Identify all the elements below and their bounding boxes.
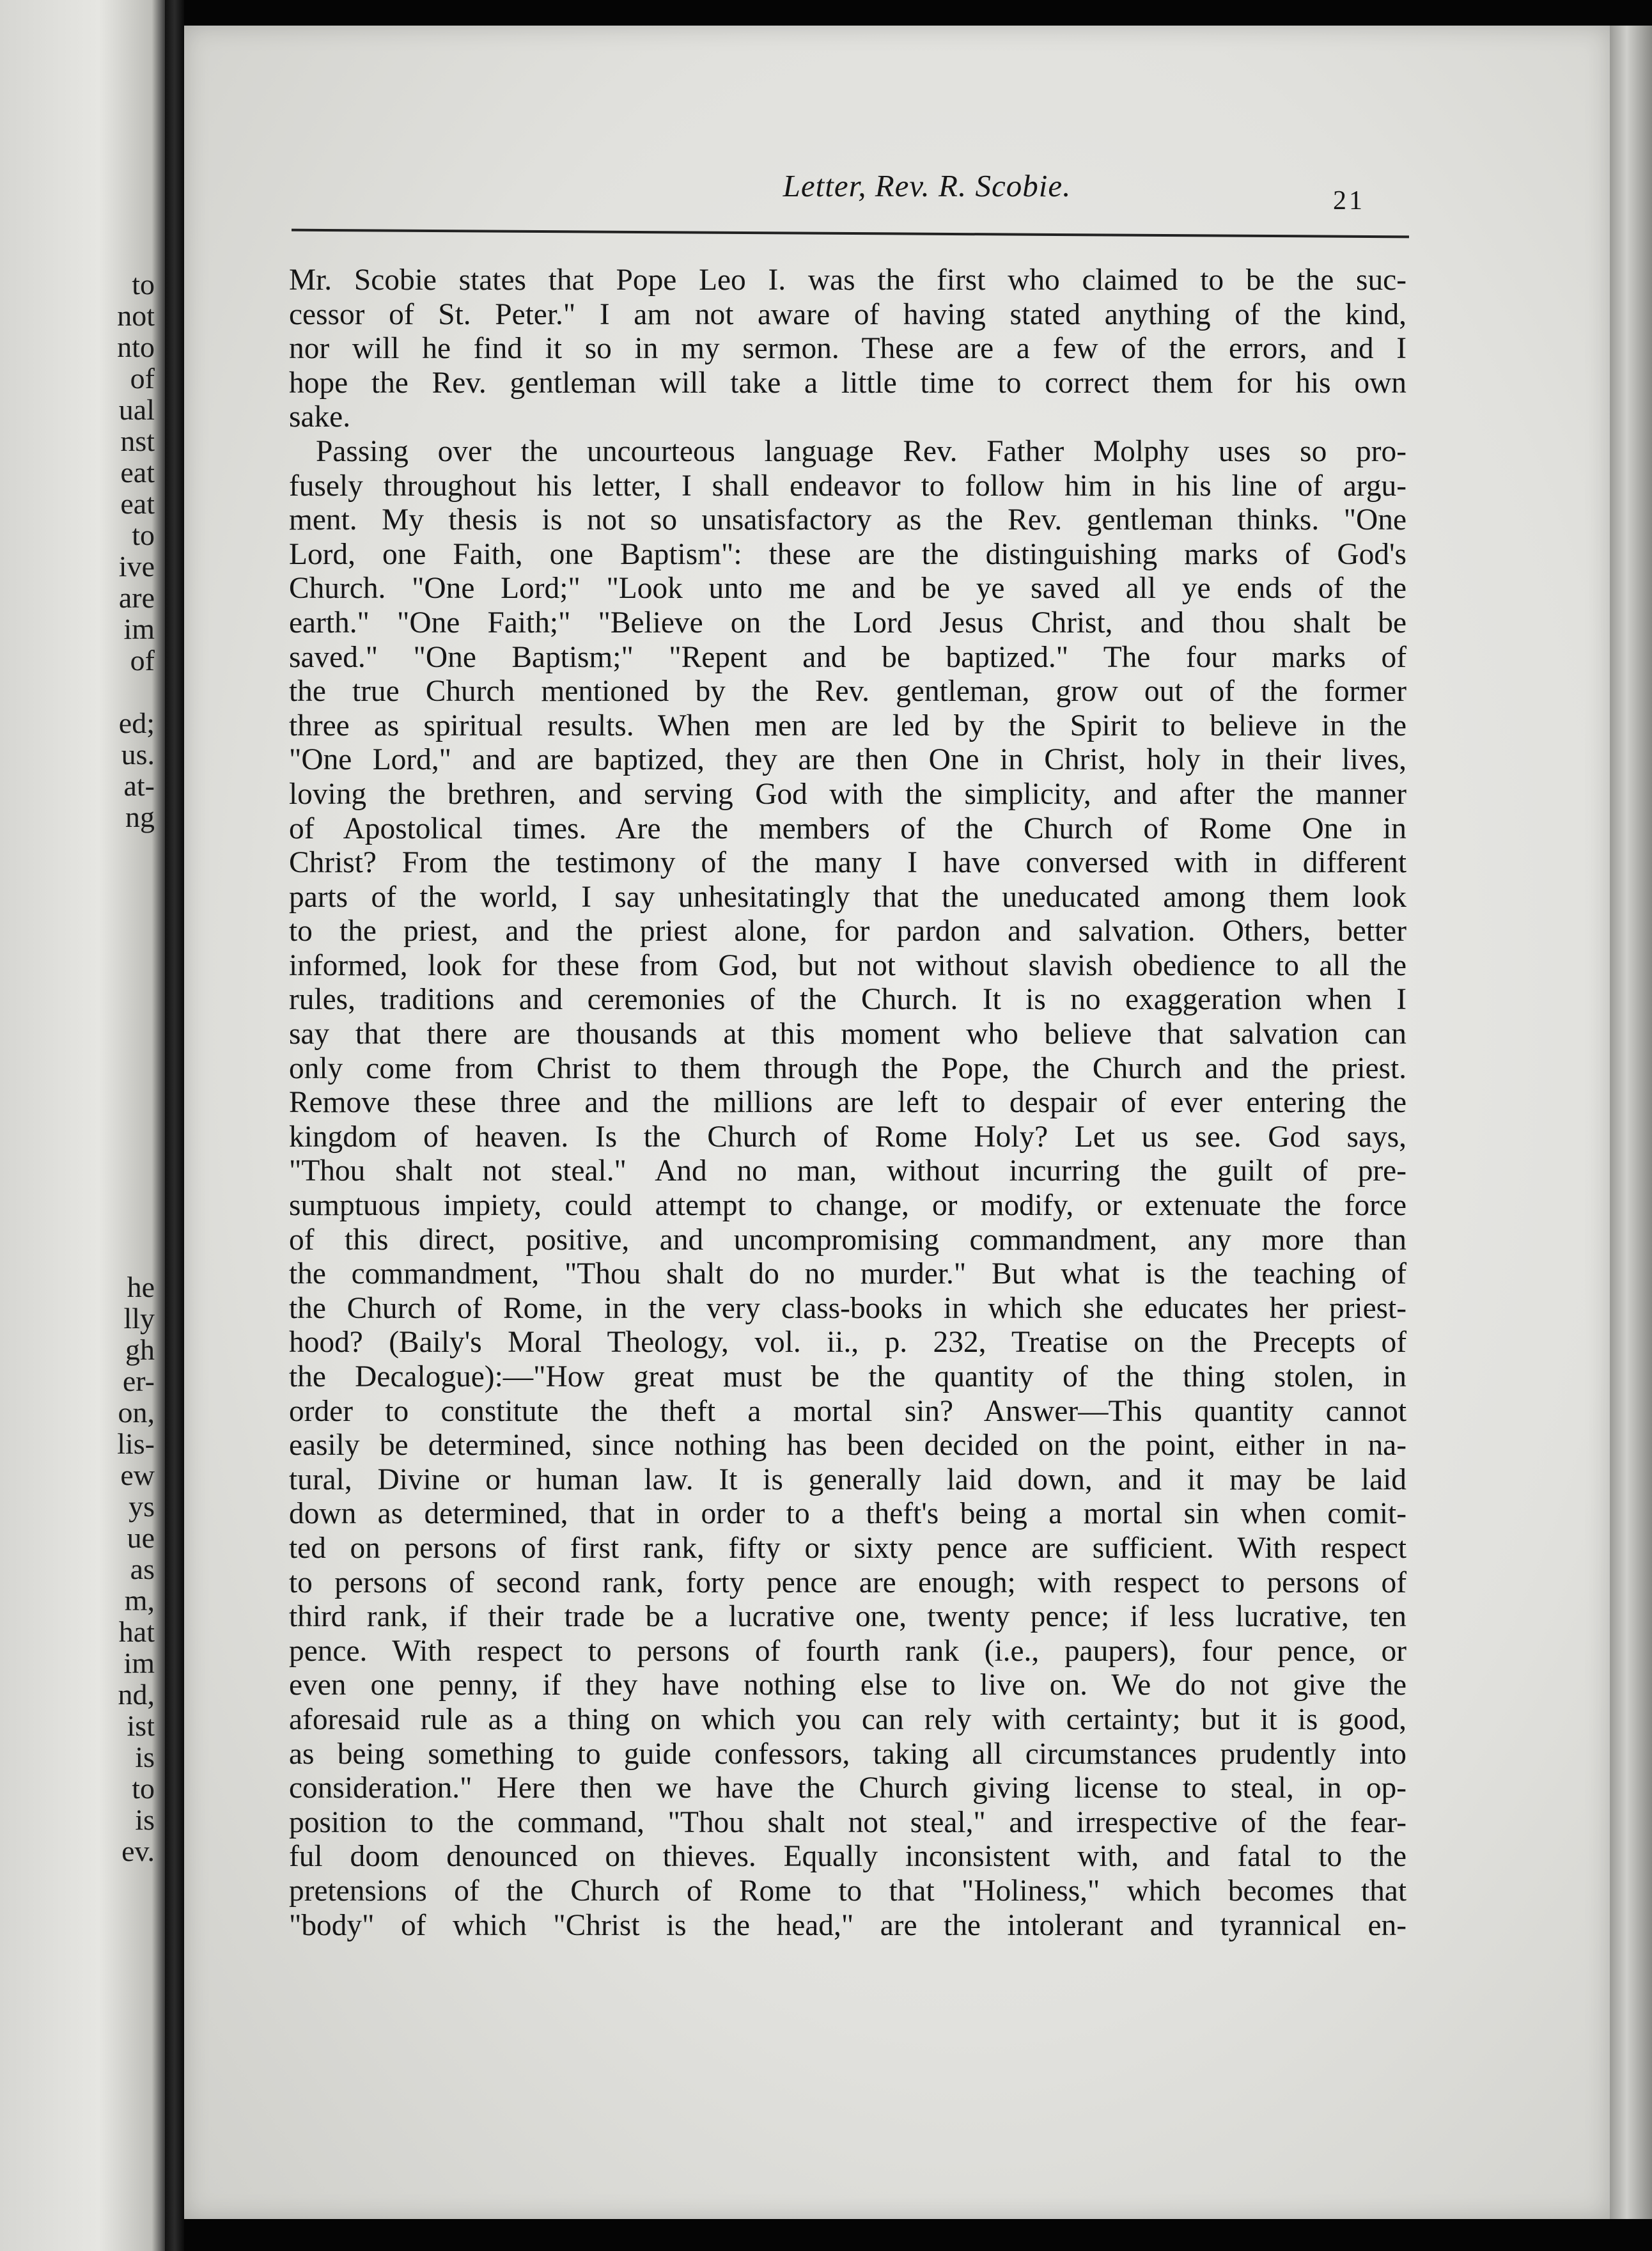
text-line: "Thou shalt not steal." And no man, without incurring the guilt of pre- bbox=[289, 1154, 1407, 1188]
facing-page-fragment: is bbox=[135, 1803, 155, 1836]
text-line: "body" of which "Christ is the head," are the intolerant and tyrannical en- bbox=[289, 1908, 1407, 1942]
book-gutter bbox=[165, 0, 184, 2251]
text-line: to persons of second rank, forty pence are enough; with respect to persons of bbox=[289, 1565, 1407, 1599]
facing-page-fragment bbox=[78, 676, 155, 707]
text-line: pence. With respect to persons of fourth rank (i.e., paupers), four pence, or bbox=[289, 1634, 1407, 1668]
text-line: earth." "One Faith;" "Believe on the Lord Jesus Christ, and thou shalt be bbox=[289, 606, 1407, 639]
facing-page-fragment: ng bbox=[125, 801, 155, 833]
text-line: saved." "One Baptism;" "Repent and be baptized." The four marks of bbox=[289, 640, 1407, 674]
text-line: of Apostolical times. Are the members of the Church of Rome One in bbox=[289, 812, 1407, 845]
running-head: Letter, Rev. R. Scobie. bbox=[783, 168, 1071, 203]
text-line: Church. "One Lord;" "Look unto me and be ye saved all ye ends of the bbox=[289, 572, 1407, 606]
text-line: hood? (Baily's Moral Theology, vol. ii., p. 232, Treatise on the Precepts of bbox=[289, 1326, 1407, 1360]
facing-page-fragment: us. bbox=[121, 738, 155, 771]
facing-page-fragment: of bbox=[130, 644, 155, 677]
text-line: hope the Rev. gentleman will take a little time to correct them for his own bbox=[289, 366, 1407, 400]
text-line: easily be determined, since nothing has been decided on the point, either in na- bbox=[289, 1429, 1407, 1463]
facing-page-fragment: to bbox=[132, 268, 155, 301]
text-line: parts of the world, I say unhesitatingly that the uneducated among them look bbox=[289, 880, 1407, 914]
text-line: Remove these three and the millions are left to despair of ever entering the bbox=[289, 1086, 1407, 1120]
text-line: consideration." Here then we have the Church giving license to steal, in op- bbox=[289, 1771, 1407, 1805]
blank-lower-margin bbox=[292, 1995, 1378, 2187]
text-line: the Decalogue):—"How great must be the quantity of the thing stolen, in bbox=[289, 1360, 1407, 1393]
facing-page-fragment: im bbox=[123, 1647, 155, 1679]
text-line: nor will he find it so in my sermon. These are a few of the errors, and I bbox=[289, 332, 1407, 366]
facing-page-fragment bbox=[78, 958, 155, 989]
facing-page-fragment bbox=[78, 1240, 155, 1271]
facing-page-fragment: are bbox=[118, 581, 155, 614]
text-line: informed, look for these from God, but not without slavish obedience to all the bbox=[289, 948, 1407, 982]
facing-page-fragment: lis- bbox=[117, 1427, 155, 1460]
facing-page-fragment: nd, bbox=[118, 1678, 155, 1711]
text-line: fusely throughout his letter, I shall endeavor to follow him in his line of argu- bbox=[289, 469, 1407, 503]
text-line: ment. My thesis is not so unsatisfactory as the Rev. gentleman thinks. "One bbox=[289, 503, 1407, 537]
page-number: 21 bbox=[1333, 186, 1365, 216]
facing-page-fragment bbox=[78, 1083, 155, 1115]
text-line: three as spiritual results. When men are led by the Spirit to believe in the bbox=[289, 709, 1407, 742]
text-line: say that there are thousands at this moment who believe that salvation can bbox=[289, 1017, 1407, 1051]
page-stack-edge bbox=[1610, 26, 1652, 2219]
text-line: only come from Christ to them through the Pope, the Church and the priest. bbox=[289, 1051, 1407, 1085]
facing-page-fragment: eat bbox=[120, 487, 155, 520]
text-line: Lord, one Faith, one Baptism": these are the distinguishing marks of God's bbox=[289, 537, 1407, 571]
facing-page-fragment: ive bbox=[118, 550, 155, 583]
text-line: position to the command, "Thou shalt not steal," and irrespective of the fear- bbox=[289, 1805, 1407, 1839]
text-line: cessor of St. Peter." I am not aware of having stated anything of the kind, bbox=[289, 297, 1407, 331]
text-line: Christ? From the testimony of the many I have conversed with in different bbox=[289, 846, 1407, 880]
text-line: pretensions of the Church of Rome to that "Holiness," which becomes that bbox=[289, 1874, 1407, 1908]
text-line: to the priest, and the priest alone, for pardon and salvation. Others, better bbox=[289, 914, 1407, 948]
facing-page-fragment: ist bbox=[127, 1709, 155, 1742]
facing-page-fragment bbox=[78, 1177, 155, 1209]
text-line: tural, Divine or human law. It is generally laid down, and it may be laid bbox=[289, 1463, 1407, 1496]
text-line: even one penny, if they have nothing else to live on. We do not give the bbox=[289, 1668, 1407, 1702]
facing-page-fragment: ual bbox=[118, 393, 155, 426]
text-line: the Church of Rome, in the very class-books in which she educates her priest- bbox=[289, 1291, 1407, 1325]
facing-page-fragment bbox=[78, 989, 155, 1021]
facing-page-fragment: is bbox=[135, 1741, 155, 1773]
facing-page-fragment: to bbox=[132, 1772, 155, 1805]
text-line: kingdom of heaven. Is the Church of Rome Holy? Let us see. God says, bbox=[289, 1120, 1407, 1154]
facing-page-fragment: to bbox=[132, 519, 155, 551]
facing-page-fragment: ev. bbox=[121, 1835, 155, 1867]
facing-page-fragment: im bbox=[123, 613, 155, 645]
body-text bbox=[289, 263, 1407, 1943]
facing-page-fragment: ys bbox=[129, 1490, 155, 1523]
text-line: order to constitute the theft a mortal sin? Answer—This quantity cannot bbox=[289, 1394, 1407, 1428]
facing-page-fragment: lly bbox=[123, 1302, 155, 1335]
text-line: sumptuous impiety, could attempt to change, or modify, or extenuate the force bbox=[289, 1189, 1407, 1223]
facing-page-fragment: nto bbox=[117, 331, 155, 363]
facing-page-fragment: ew bbox=[120, 1459, 155, 1491]
text-line: as being something to guide confessors, taking all circumstances prudently into bbox=[289, 1737, 1407, 1771]
facing-page-fragment bbox=[78, 1115, 155, 1146]
text-line: rules, traditions and ceremonies of the Church. It is no exaggeration when I bbox=[289, 983, 1407, 1017]
facing-page-fragment: hat bbox=[118, 1615, 155, 1648]
facing-page-fragment bbox=[78, 895, 155, 927]
facing-page-fragment bbox=[78, 833, 155, 864]
facing-page-fragment bbox=[78, 1209, 155, 1240]
facing-page-fragment: as bbox=[130, 1553, 155, 1585]
facing-page-fragment: er- bbox=[122, 1365, 155, 1397]
facing-page-fragment: on, bbox=[118, 1396, 155, 1429]
text-line: ted on persons of first rank, fifty or sixty pence are sufficient. With respect bbox=[289, 1531, 1407, 1565]
facing-page-fragment bbox=[78, 1021, 155, 1052]
facing-page-text-fragments bbox=[78, 269, 155, 1867]
text-line: Mr. Scobie states that Pope Leo I. was the first who claimed to be the suc- bbox=[289, 263, 1407, 297]
text-line: Passing over the uncourteous language Rev. Father Molphy uses so pro- bbox=[316, 434, 1407, 468]
text-line: down as determined, that in order to a theft's being a mortal sin when comit- bbox=[289, 1497, 1407, 1531]
facing-page-fragment: ue bbox=[127, 1521, 155, 1554]
text-line: aforesaid rule as a thing on which you can rely with certainty; but it is good, bbox=[289, 1702, 1407, 1736]
text-line: sake. bbox=[289, 400, 351, 434]
facing-page-fragment: gh bbox=[125, 1333, 155, 1366]
text-line: loving the brethren, and serving God with the simplicity, and after the manner bbox=[289, 777, 1407, 811]
facing-page-fragment bbox=[78, 864, 155, 895]
facing-page-fragment: eat bbox=[120, 456, 155, 489]
text-line: the commandment, "Thou shalt do no murder." But what is the teaching of bbox=[289, 1257, 1407, 1291]
facing-page-fragment: he bbox=[127, 1271, 155, 1303]
facing-page-fragment: nst bbox=[120, 425, 155, 457]
facing-page-fragment: of bbox=[130, 362, 155, 395]
facing-page-fragment bbox=[78, 1146, 155, 1177]
facing-page-fragment: ed; bbox=[118, 707, 155, 739]
text-line: ful doom denounced on thieves. Equally inconsistent with, and fatal to the bbox=[289, 1840, 1407, 1874]
text-line: third rank, if their trade be a lucrative one, twenty pence; if less lucrative, ten bbox=[289, 1600, 1407, 1634]
facing-page-fragment: not bbox=[117, 299, 155, 332]
text-line: of this direct, positive, and uncompromising commandment, any more than bbox=[289, 1223, 1407, 1257]
text-line: the true Church mentioned by the Rev. gentleman, grow out of the former bbox=[289, 675, 1407, 709]
facing-page-fragment bbox=[78, 927, 155, 958]
facing-page-fragment: m, bbox=[124, 1584, 155, 1617]
facing-page-edge bbox=[0, 0, 165, 2251]
facing-page-fragment bbox=[78, 1052, 155, 1083]
facing-page-fragment: at- bbox=[123, 769, 155, 802]
text-line: "One Lord," and are baptized, they are then One in Christ, holy in their lives, bbox=[289, 743, 1407, 777]
